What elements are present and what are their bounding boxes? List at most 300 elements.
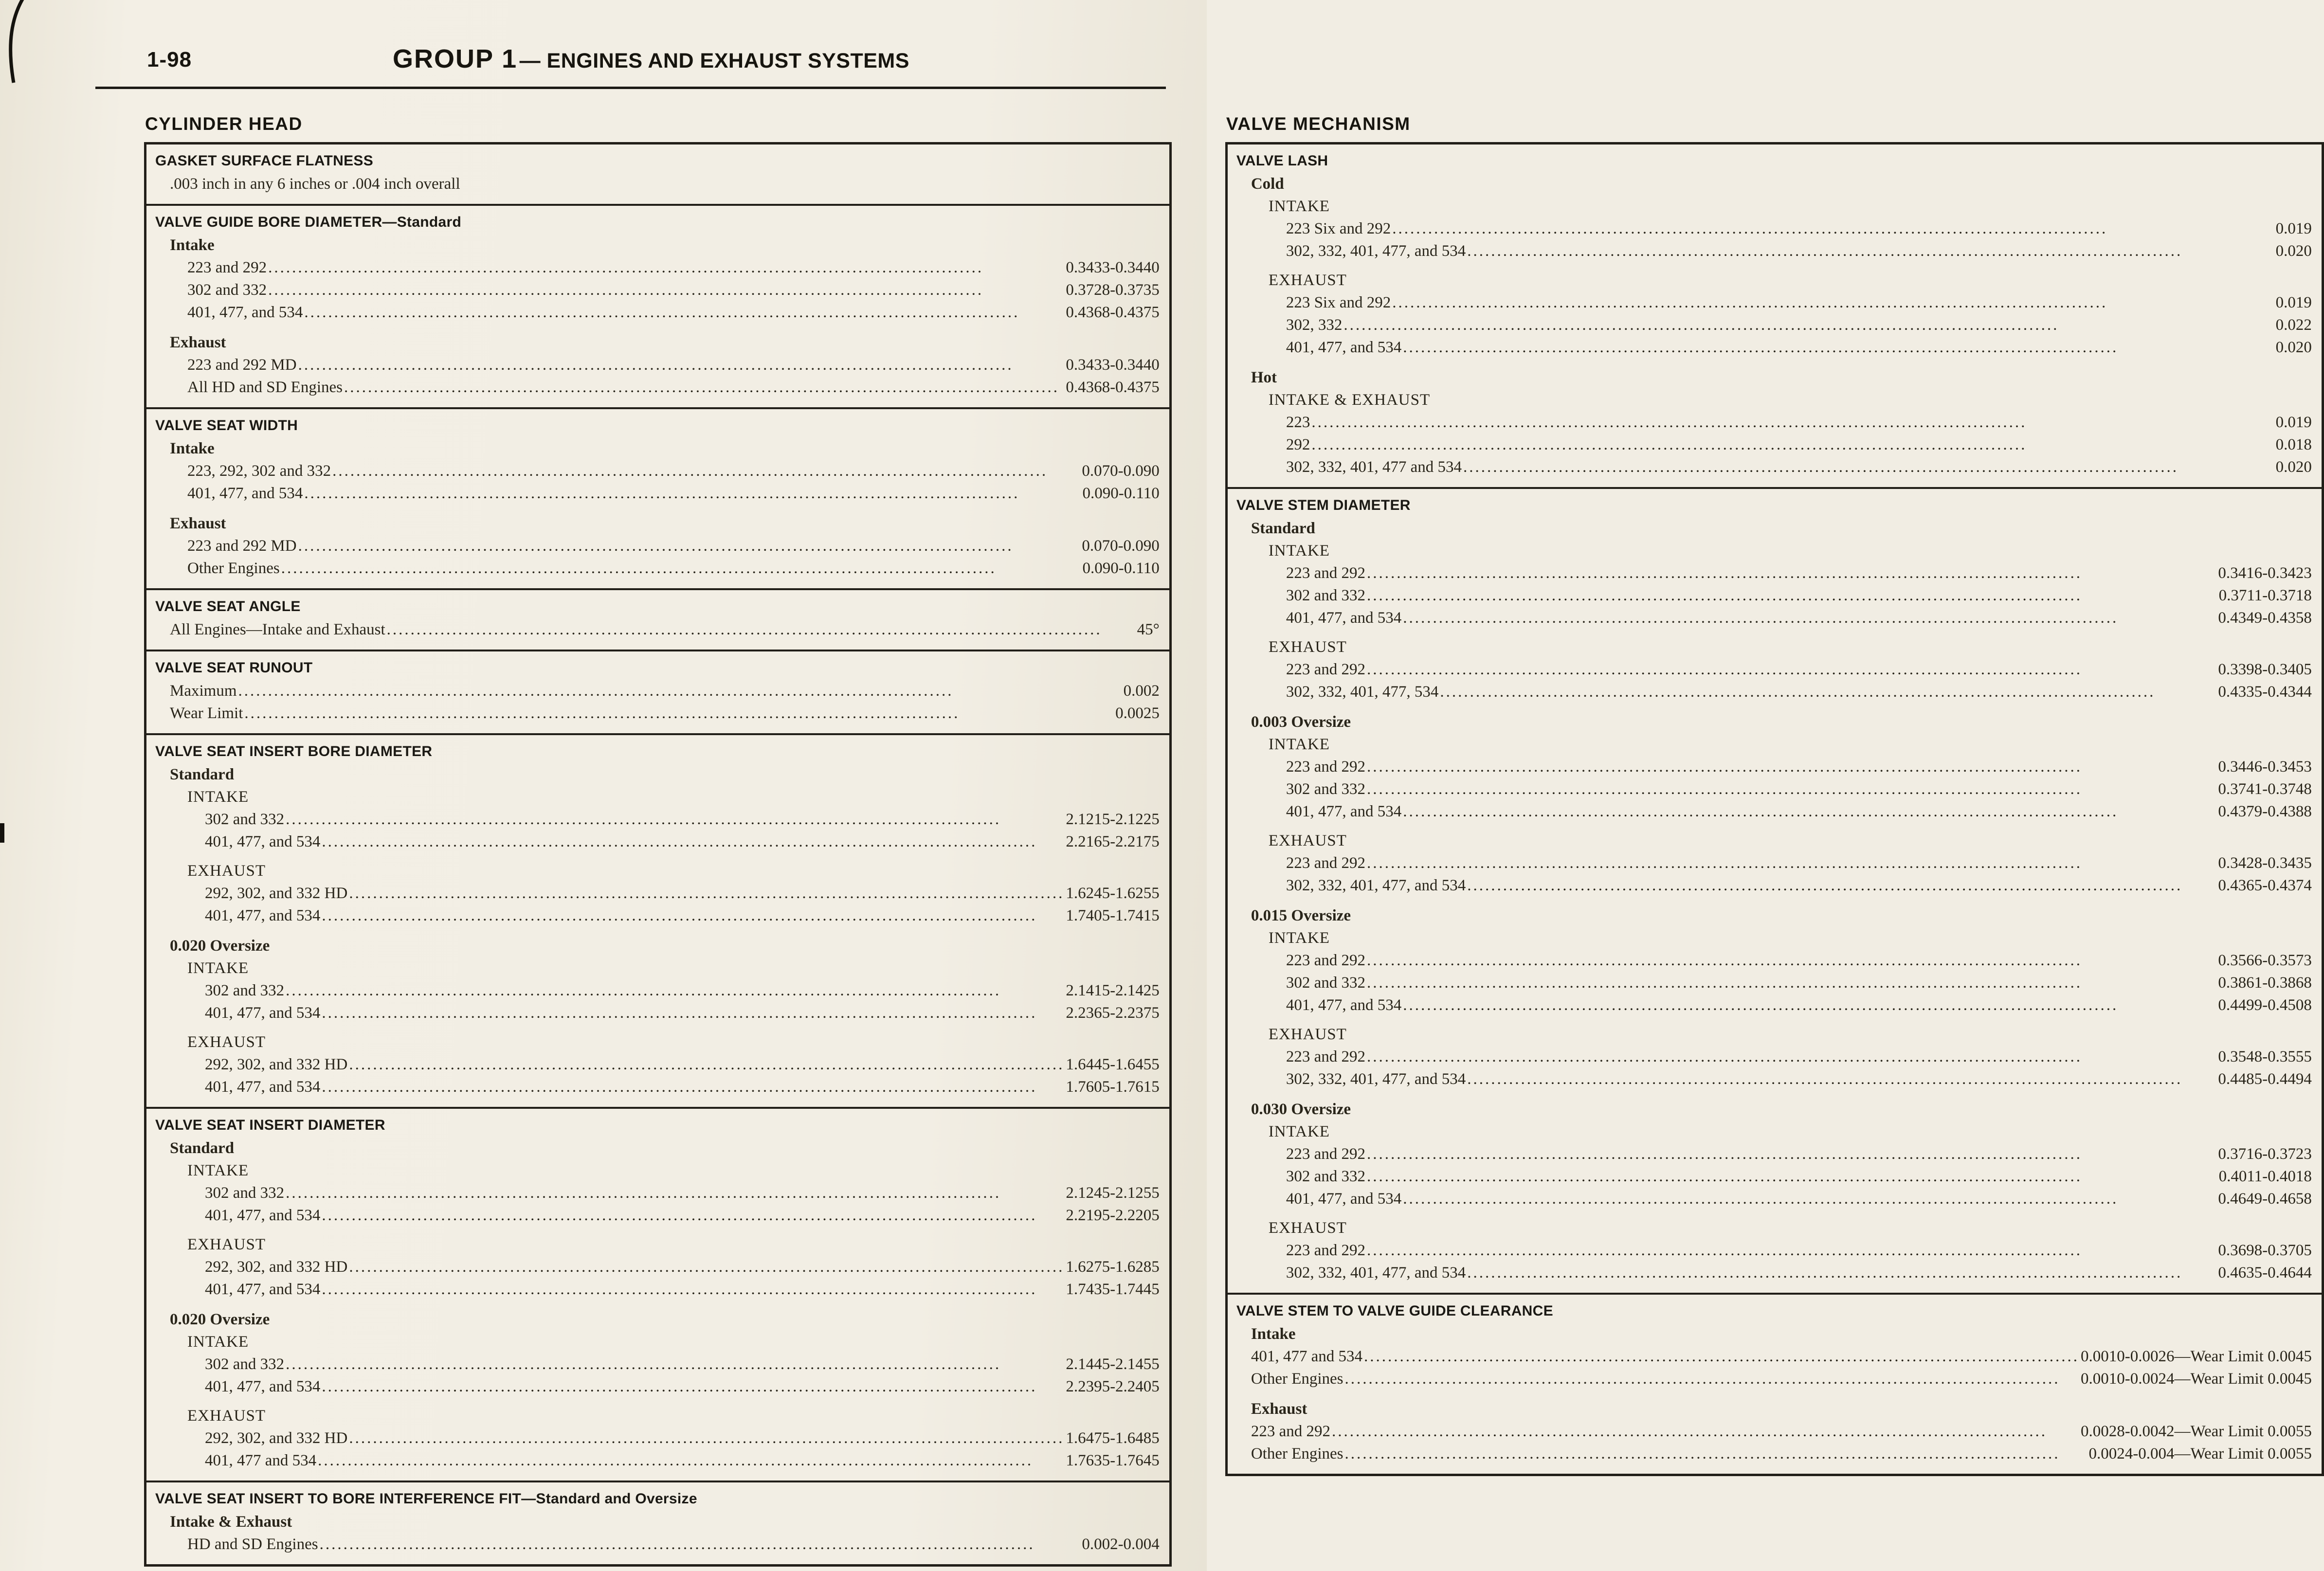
spec-section — [146, 407, 1169, 588]
spec-value: 2.1445-2.1455 — [1066, 1355, 1160, 1373]
dot-leader — [322, 904, 1064, 927]
spec-value: 0.019 — [2275, 294, 2312, 311]
spec-section — [1228, 144, 2322, 487]
spec-value: 0.3548-0.3555 — [2218, 1048, 2312, 1065]
spec-value: 0.3566-0.3573 — [2218, 952, 2312, 969]
spec-label: All Engines—Intake and Exhaust — [170, 621, 385, 638]
spec-row — [1236, 411, 2312, 433]
spec-section — [146, 1481, 1169, 1564]
spec-subheading: Intake — [170, 440, 215, 457]
spec-value: 0.019 — [2275, 220, 2312, 237]
spec-subheading: 0.003 Oversize — [1251, 713, 1351, 731]
dot-leader — [322, 1002, 1064, 1024]
spec-label: 401, 477, and 534 — [205, 1281, 321, 1298]
spec-label: 302 and 332 — [1286, 780, 1365, 798]
spec-label: 292, 302, and 332 HD — [205, 885, 348, 902]
spec-row — [1236, 584, 2312, 607]
dot-leader — [1367, 756, 2216, 778]
spec-label: 302, 332, 401, 477, and 534 — [1286, 1070, 1466, 1088]
spec-value: 0.0025 — [1115, 704, 1160, 722]
spec-label: 302 and 332 — [1286, 974, 1365, 992]
spec-row — [1236, 852, 2312, 874]
spec-label: 302 and 332 — [205, 811, 285, 828]
spec-row — [155, 1375, 1160, 1398]
spec-row — [1236, 681, 2312, 703]
spec-label: 401, 477 and 534 — [1251, 1348, 1362, 1365]
spec-row — [155, 904, 1160, 927]
spec-subheading-caps: EXHAUST — [1268, 638, 1347, 656]
section-title: VALVE SEAT ANGLE — [155, 598, 301, 614]
spec-row — [155, 1278, 1160, 1300]
spec-row — [1236, 1345, 2312, 1368]
spec-value: 0.3433-0.3440 — [1066, 356, 1160, 374]
dot-leader — [1367, 852, 2216, 874]
header-rule — [95, 87, 1166, 89]
spec-row — [1236, 456, 2312, 478]
scan-artifact-curl — [1, 0, 40, 84]
spec-subheading: Intake — [170, 236, 215, 254]
spec-label: HD and SD Engines — [187, 1535, 318, 1553]
spec-row — [155, 831, 1160, 853]
spec-subheading-caps: INTAKE — [187, 1162, 249, 1179]
spec-label: 302, 332 — [1286, 316, 1343, 334]
spec-subheading: Cold — [1251, 175, 1284, 193]
spec-label: Maximum — [170, 682, 237, 700]
spec-label: 401, 477, and 534 — [187, 485, 303, 502]
spec-section — [146, 204, 1169, 407]
dot-leader — [1467, 874, 2216, 897]
spec-value: 0.3416-0.3423 — [2218, 564, 2312, 582]
spec-value: 0.4368-0.4375 — [1066, 304, 1160, 321]
spec-value: 0.090-0.110 — [1082, 560, 1160, 577]
spec-label: 223 and 292 — [1286, 758, 1365, 776]
spec-subheading-caps: INTAKE — [1268, 929, 1330, 947]
section-title: VALVE SEAT WIDTH — [155, 417, 298, 433]
spec-text: .003 inch in any 6 inches or .004 inch overall — [170, 175, 460, 193]
spec-subheading: Standard — [170, 1139, 235, 1157]
spec-row — [155, 1053, 1160, 1076]
spec-row — [1236, 1239, 2312, 1262]
spec-value: 0.002-0.004 — [1082, 1535, 1160, 1553]
spec-value: 0.3728-0.3735 — [1066, 281, 1160, 299]
spec-label: 292, 302, and 332 HD — [205, 1056, 348, 1073]
spec-label: Other Engines — [1251, 1370, 1344, 1388]
spec-label: 223 and 292 — [1286, 1242, 1365, 1259]
spec-value: 2.2195-2.2205 — [1066, 1207, 1160, 1224]
spec-label: 223 Six and 292 — [1286, 294, 1391, 311]
spec-row — [1236, 1188, 2312, 1210]
spec-subheading-caps: EXHAUST — [187, 1407, 266, 1425]
spec-row — [155, 376, 1160, 398]
dot-leader — [1367, 584, 2217, 607]
spec-row — [155, 256, 1160, 279]
spec-value: 1.7635-1.7645 — [1066, 1452, 1160, 1469]
spec-value: 0.3741-0.3748 — [2218, 780, 2312, 798]
spec-section — [146, 733, 1169, 1107]
dot-leader — [1467, 1068, 2216, 1090]
page-title — [144, 42, 1158, 74]
spec-label: 401, 477, and 534 — [1286, 339, 1402, 356]
spec-subheading: Exhaust — [1251, 1400, 1307, 1418]
spec-row — [1236, 778, 2312, 800]
spec-subheading-caps: EXHAUST — [187, 1236, 266, 1253]
spec-section — [1228, 487, 2322, 1293]
spec-value: 0.4365-0.4374 — [2218, 877, 2312, 894]
spec-value: 0.4349-0.4358 — [2218, 609, 2312, 627]
dot-leader — [1311, 411, 2274, 433]
spec-row — [1236, 240, 2312, 262]
spec-row — [155, 808, 1160, 831]
spec-label: 302, 332, 401, 477, and 534 — [1286, 242, 1466, 260]
dot-leader — [304, 482, 1081, 505]
spec-label: 401, 477 and 534 — [205, 1452, 317, 1469]
section-title: VALVE SEAT INSERT TO BORE INTERFERENCE FIT—Standard and Oversize — [155, 1491, 697, 1507]
spec-row — [1236, 949, 2312, 972]
dot-leader — [1367, 658, 2216, 681]
dot-leader — [1367, 972, 2216, 994]
spec-value: 1.7435-1.7445 — [1066, 1281, 1160, 1298]
spec-subheading-caps: INTAKE — [187, 1333, 249, 1351]
spec-value: 0.070-0.090 — [1082, 462, 1160, 480]
dot-leader — [322, 1076, 1064, 1098]
column-heading: VALVE MECHANISM — [1226, 114, 1411, 134]
spec-value: 0.3716-0.3723 — [2218, 1145, 2312, 1163]
dot-leader — [1364, 1345, 2079, 1368]
spec-value: 0.4379-0.4388 — [2218, 803, 2312, 820]
dot-leader — [1367, 1239, 2216, 1262]
page-number: 1-98 — [147, 48, 192, 72]
spec-label: 401, 477, and 534 — [205, 907, 321, 924]
spec-label: All HD and SD Engines — [187, 379, 343, 396]
spec-subheading: Intake & Exhaust — [170, 1513, 292, 1531]
spec-value: 2.1415-2.1425 — [1066, 982, 1160, 999]
spec-subheading: Intake — [1251, 1325, 1296, 1343]
spec-value: 0.3433-0.3440 — [1066, 259, 1160, 276]
spec-row — [155, 557, 1160, 579]
spec-label: 302, 332, 401, 477, 534 — [1286, 683, 1439, 701]
dot-leader — [1403, 607, 2216, 629]
dot-leader — [298, 535, 1081, 557]
spec-label: 401, 477, and 534 — [205, 1207, 321, 1224]
dot-leader — [1367, 1143, 2216, 1165]
spec-label: 292 — [1286, 436, 1310, 453]
spec-row — [155, 1076, 1160, 1098]
spec-label: 302 and 332 — [205, 1355, 285, 1373]
spec-box — [1225, 142, 2324, 1476]
spec-row — [155, 979, 1160, 1002]
spec-row — [1236, 1262, 2312, 1284]
spec-value: 0.0010-0.0024—Wear Limit 0.0045 — [2080, 1370, 2312, 1388]
dot-leader — [1332, 1420, 2079, 1443]
spec-label: 223 and 292 MD — [187, 356, 297, 374]
content-columns — [144, 114, 2312, 1567]
spec-label: 302, 332, 401, 477 and 534 — [1286, 458, 1462, 476]
spec-label: 223 and 292 MD — [187, 537, 297, 555]
spec-label: 223 and 292 — [1286, 952, 1365, 969]
spec-value: 0.0024-0.004—Wear Limit 0.0055 — [2088, 1445, 2312, 1463]
spec-row — [155, 1256, 1160, 1278]
spec-label: 223 and 292 — [187, 259, 267, 276]
spec-row — [1236, 756, 2312, 778]
page-header — [144, 42, 1158, 81]
spec-label: 401, 477, and 534 — [205, 833, 321, 850]
spec-value: 2.2165-2.2175 — [1066, 833, 1160, 850]
spec-row — [1236, 607, 2312, 629]
spec-row — [155, 460, 1160, 482]
spec-value: 1.6475-1.6485 — [1066, 1429, 1160, 1447]
dot-leader — [1403, 336, 2274, 359]
dot-leader — [322, 1204, 1064, 1227]
spec-value: 0.4485-0.4494 — [2218, 1070, 2312, 1088]
spec-subheading-caps: EXHAUST — [187, 1033, 266, 1051]
spec-row — [155, 354, 1160, 376]
spec-value: 0.3398-0.3405 — [2218, 661, 2312, 678]
spec-value: 0.090-0.110 — [1082, 485, 1160, 502]
dot-leader — [1392, 291, 2274, 314]
spec-row — [155, 482, 1160, 505]
spec-subheading-caps: INTAKE — [187, 959, 249, 977]
dot-leader — [281, 557, 1081, 579]
spec-value: 2.1245-2.1255 — [1066, 1184, 1160, 1202]
spec-label: 223 and 292 — [1286, 1048, 1365, 1065]
dot-leader — [286, 1182, 1064, 1204]
spec-value: 0.020 — [2275, 458, 2312, 476]
dot-leader — [322, 831, 1064, 853]
spec-label: 401, 477, and 534 — [1286, 609, 1402, 627]
spec-subheading-caps: INTAKE — [1268, 1123, 1330, 1140]
spec-label: Other Engines — [1251, 1445, 1344, 1463]
dot-leader — [286, 808, 1064, 831]
dot-leader — [318, 1449, 1064, 1472]
spec-label: 401, 477, and 534 — [1286, 803, 1402, 820]
spec-section — [146, 650, 1169, 733]
dot-leader — [1463, 456, 2274, 478]
dot-leader — [268, 279, 1064, 301]
spec-subheading-caps: INTAKE — [187, 788, 249, 806]
spec-row — [1236, 291, 2312, 314]
dot-leader — [268, 256, 1064, 279]
dot-leader — [349, 882, 1064, 904]
section-title: VALVE GUIDE BORE DIAMETER—Standard — [155, 214, 462, 230]
dot-leader — [1345, 1443, 2088, 1465]
spec-label: Other Engines — [187, 560, 280, 577]
spec-subheading: Standard — [1251, 520, 1315, 537]
spec-label: 292, 302, and 332 HD — [205, 1429, 348, 1447]
spec-row — [1236, 1143, 2312, 1165]
spec-row — [1236, 1068, 2312, 1090]
spec-subheading-caps: INTAKE — [1268, 198, 1330, 215]
spec-value: 0.070-0.090 — [1082, 537, 1160, 555]
dot-leader — [1344, 314, 2274, 336]
spec-label: 223 and 292 — [1286, 564, 1365, 582]
spec-label: 302 and 332 — [187, 281, 267, 299]
dot-leader — [320, 1533, 1081, 1555]
spec-label: 292, 302, and 332 HD — [205, 1258, 348, 1276]
column-heading: CYLINDER HEAD — [145, 114, 303, 134]
spec-subheading-caps: EXHAUST — [1268, 271, 1347, 289]
spec-row — [1236, 1443, 2312, 1465]
spec-box — [144, 142, 1172, 1567]
spec-row — [1236, 433, 2312, 456]
spec-label: 302, 332, 401, 477, and 534 — [1286, 877, 1466, 894]
spec-value: 2.1215-2.1225 — [1066, 811, 1160, 828]
spec-label: 302 and 332 — [205, 1184, 285, 1202]
section-title: VALVE STEM DIAMETER — [1236, 497, 1411, 513]
dot-leader — [1367, 778, 2216, 800]
spec-row — [155, 535, 1160, 557]
dot-leader — [1367, 949, 2216, 972]
dot-leader — [349, 1427, 1064, 1449]
spec-label: 223 — [1286, 414, 1310, 431]
spec-value: 0.020 — [2275, 339, 2312, 356]
spec-section — [146, 1107, 1169, 1481]
spec-subheading-caps: EXHAUST — [1268, 832, 1347, 849]
dot-leader — [1345, 1368, 2079, 1390]
spec-label: 223 and 292 — [1286, 854, 1365, 872]
spec-row — [155, 1533, 1160, 1555]
spec-row — [1236, 314, 2312, 336]
spec-value: 0.4635-0.4644 — [2218, 1264, 2312, 1282]
dot-leader — [1392, 217, 2274, 240]
spec-row — [155, 301, 1160, 324]
spec-subheading-caps: EXHAUST — [1268, 1026, 1347, 1043]
spec-label: 223, 292, 302 and 332 — [187, 462, 331, 480]
dot-leader — [1467, 240, 2274, 262]
spec-row — [1236, 800, 2312, 823]
dot-leader — [1467, 1262, 2216, 1284]
dot-leader — [244, 702, 1114, 724]
spec-subheading: 0.020 Oversize — [170, 937, 270, 955]
dot-leader — [1403, 994, 2216, 1016]
dot-leader — [1311, 433, 2274, 456]
section-title: VALVE SEAT INSERT DIAMETER — [155, 1117, 385, 1133]
spec-label: 401, 477, and 534 — [187, 304, 303, 321]
spec-row — [1236, 562, 2312, 584]
spec-label: 401, 477, and 534 — [205, 1078, 321, 1096]
spec-row — [1236, 972, 2312, 994]
spec-label: 223 Six and 292 — [1286, 220, 1391, 237]
spec-row — [155, 1182, 1160, 1204]
spec-subheading: 0.015 Oversize — [1251, 907, 1351, 924]
spec-value: 0.4368-0.4375 — [1066, 379, 1160, 396]
spec-column — [144, 114, 1172, 1567]
spec-row — [155, 1427, 1160, 1449]
spec-label: 223 and 292 — [1286, 661, 1365, 678]
spec-value: 0.022 — [2275, 316, 2312, 334]
section-title: GASKET SURFACE FLATNESS — [155, 153, 374, 169]
spec-label: Wear Limit — [170, 704, 243, 722]
spec-value: 0.3446-0.3453 — [2218, 758, 2312, 776]
spec-row — [155, 1353, 1160, 1375]
spec-value: 0.3861-0.3868 — [2218, 974, 2312, 992]
dot-leader — [349, 1256, 1064, 1278]
spec-row — [155, 279, 1160, 301]
page-title-rest: — ENGINES AND EXHAUST SYSTEMS — [519, 49, 909, 72]
spec-row — [1236, 1420, 2312, 1443]
dot-leader — [322, 1375, 1064, 1398]
dot-leader — [344, 376, 1064, 398]
spec-row — [155, 1002, 1160, 1024]
spec-value: 2.2395-2.2405 — [1066, 1378, 1160, 1395]
spec-row — [155, 618, 1160, 641]
dot-leader — [298, 354, 1065, 376]
spec-row — [155, 1204, 1160, 1227]
spec-label: 302 and 332 — [1286, 1168, 1365, 1185]
spec-value: 0.019 — [2275, 414, 2312, 431]
dot-leader — [238, 680, 1122, 702]
spec-value: 0.018 — [2275, 436, 2312, 453]
spec-row — [155, 1449, 1160, 1472]
spec-row — [1236, 994, 2312, 1016]
spec-value: 0.4335-0.4344 — [2218, 683, 2312, 701]
spec-subheading-caps: INTAKE — [1268, 542, 1330, 560]
spec-subheading-caps: INTAKE & EXHAUST — [1268, 391, 1431, 409]
dot-leader — [1367, 1165, 2217, 1188]
spec-row — [155, 680, 1160, 702]
spec-subheading: Exhaust — [170, 515, 226, 532]
spec-value: 1.7405-1.7415 — [1066, 907, 1160, 924]
spec-subheading: Exhaust — [170, 334, 226, 351]
dot-leader — [349, 1053, 1064, 1076]
dot-leader — [286, 979, 1064, 1002]
dot-leader — [304, 301, 1064, 324]
spec-value: 0.3711-0.3718 — [2218, 587, 2312, 604]
spec-subheading: 0.030 Oversize — [1251, 1101, 1351, 1118]
spec-row — [1236, 658, 2312, 681]
spec-subheading: 0.020 Oversize — [170, 1311, 270, 1328]
dot-leader — [1367, 562, 2216, 584]
spec-value: 0.002 — [1123, 682, 1160, 700]
spec-subheading: Hot — [1251, 369, 1277, 386]
spec-label: 302 and 332 — [1286, 587, 1365, 604]
spec-row — [1236, 1165, 2312, 1188]
spec-value: 45° — [1137, 621, 1160, 638]
spec-subheading-caps: EXHAUST — [187, 862, 266, 880]
spec-value: 1.6275-1.6285 — [1066, 1258, 1160, 1276]
spec-row — [1236, 874, 2312, 897]
spec-label: 401, 477, and 534 — [1286, 996, 1402, 1014]
spec-row — [155, 702, 1160, 724]
dot-leader — [387, 618, 1136, 641]
spec-column — [1225, 114, 2324, 1476]
dot-leader — [1367, 1046, 2216, 1068]
spec-label: 401, 477, and 534 — [1286, 1190, 1402, 1208]
spec-value: 0.0010-0.0026—Wear Limit 0.0045 — [2080, 1348, 2312, 1365]
spec-value: 0.3698-0.3705 — [2218, 1242, 2312, 1259]
spec-label: 223 and 292 — [1286, 1145, 1365, 1163]
spec-subheading: Standard — [170, 766, 235, 783]
spec-value: 0.020 — [2275, 242, 2312, 260]
section-title: VALVE LASH — [1236, 153, 1328, 169]
spec-section — [146, 144, 1169, 204]
spec-label: 223 and 292 — [1251, 1423, 1330, 1440]
spec-row — [1236, 1368, 2312, 1390]
dot-leader — [332, 460, 1080, 482]
dot-leader — [1403, 800, 2216, 823]
dot-leader — [322, 1278, 1064, 1300]
spec-value: 2.2365-2.2375 — [1066, 1004, 1160, 1022]
spec-label: 401, 477, and 534 — [205, 1378, 321, 1395]
spec-section — [146, 588, 1169, 650]
spec-value: 0.4011-0.4018 — [2218, 1168, 2312, 1185]
spec-row — [1236, 336, 2312, 359]
dot-leader — [1403, 1188, 2216, 1210]
spec-value: 1.6245-1.6255 — [1066, 885, 1160, 902]
spec-subheading-caps: EXHAUST — [1268, 1219, 1347, 1237]
spec-section — [1228, 1293, 2322, 1474]
spec-value: 0.4499-0.4508 — [2218, 996, 2312, 1014]
spec-value: 0.4649-0.4658 — [2218, 1190, 2312, 1208]
